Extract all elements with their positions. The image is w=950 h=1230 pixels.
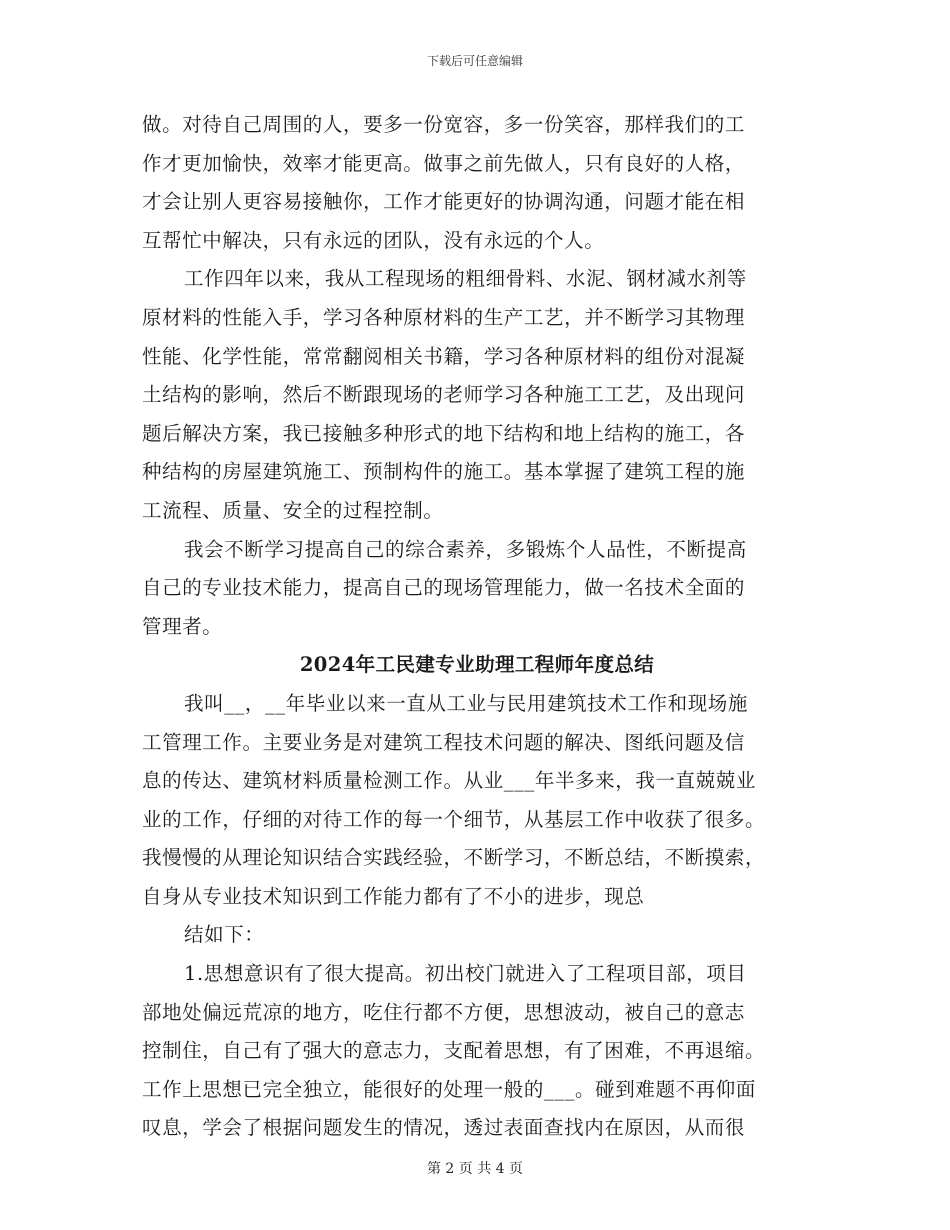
body-line: 自身从专业技术知识到工作能力都有了不小的进步，现总 (142, 884, 645, 908)
body-line: 业的工作，仔细的对待工作的每一个细节，从基层工作中收获了很多。 (142, 807, 766, 831)
page-footer: 第 2 页 共 4 页 (426, 1161, 524, 1177)
page-header: 下载后可任意编辑 (426, 54, 523, 68)
body-line: 土结构的影响，然后不断跟现场的老师学习各种施工工艺，及出现问 (142, 383, 746, 407)
paragraph-start-line: 我叫__，__年毕业以来一直从工业与民用建筑技术工作和现场施 (184, 691, 749, 715)
body-line: 管理者。 (142, 614, 223, 638)
paragraph-start-line: 工作四年以来，我从工程现场的粗细骨料、水泥、钢材减水剂等 (184, 267, 747, 291)
body-line: 工作上思想已完全独立，能很好的处理一般的___。碰到难题不再仰面 (142, 1077, 756, 1101)
paragraph-start-line: 1.思想意识有了很大提高。初出校门就进入了工程项目部，项目 (184, 962, 747, 986)
body-line: 工管理工作。主要业务是对建筑工程技术问题的解决、图纸问题及信 (142, 730, 746, 754)
body-line: 做。对待自己周围的人，要多一份宽容，多一份笑容，那样我们的工 (142, 113, 746, 136)
body-line: 互帮忙中解决，只有永远的团队，没有永远的个人。 (142, 228, 605, 252)
body-line: 部地处偏远荒凉的地方，吃住行都不方便，思想波动，被自己的意志 (142, 1000, 746, 1024)
body-line: 息的传达、建筑材料质量检测工作。从业___年半多来，我一直兢兢业 (142, 769, 756, 793)
paragraph-start-line: 我会不断学习提高自己的综合素养，多锻炼个人品性，不断提高 (184, 537, 747, 561)
body-line: 自己的专业技术能力，提高自己的现场管理能力，做一名技术全面的 (142, 576, 746, 600)
body-line: 性能、化学性能，常常翻阅相关书籍，学习各种原材料的组份对混凝 (142, 344, 746, 368)
section-title: 2024年工民建专业助理工程师年度总结 (299, 653, 655, 677)
paragraph-start-line: 结如下： (184, 923, 265, 947)
body-line: 叹息，学会了根据问题发生的情况，透过表面查找内在原因，从而很 (142, 1116, 746, 1140)
document-body (142, 106, 812, 1148)
body-line: 作才更加愉快，效率才能更高。做事之前先做人，只有良好的人格， (142, 151, 746, 175)
body-line: 控制住，自己有了强大的意志力，支配着思想，有了困难，不再退缩。 (142, 1039, 766, 1063)
body-line: 我慢慢的从理论知识结合实践经验，不断学习，不断总结，不断摸索， (142, 846, 766, 870)
body-line: 原材料的性能入手，学习各种原材料的生产工艺，并不断学习其物理 (142, 305, 746, 329)
body-line: 工流程、质量、安全的过程控制。 (142, 498, 444, 522)
body-line: 题后解决方案，我已接触多种形式的地下结构和地上结构的施工，各 (142, 421, 746, 445)
body-line: 才会让别人更容易接触你，工作才能更好的协调沟通，问题才能在相 (142, 190, 746, 214)
body-line: 种结构的房屋建筑施工、预制构件的施工。基本掌握了建筑工程的施 (142, 460, 746, 484)
